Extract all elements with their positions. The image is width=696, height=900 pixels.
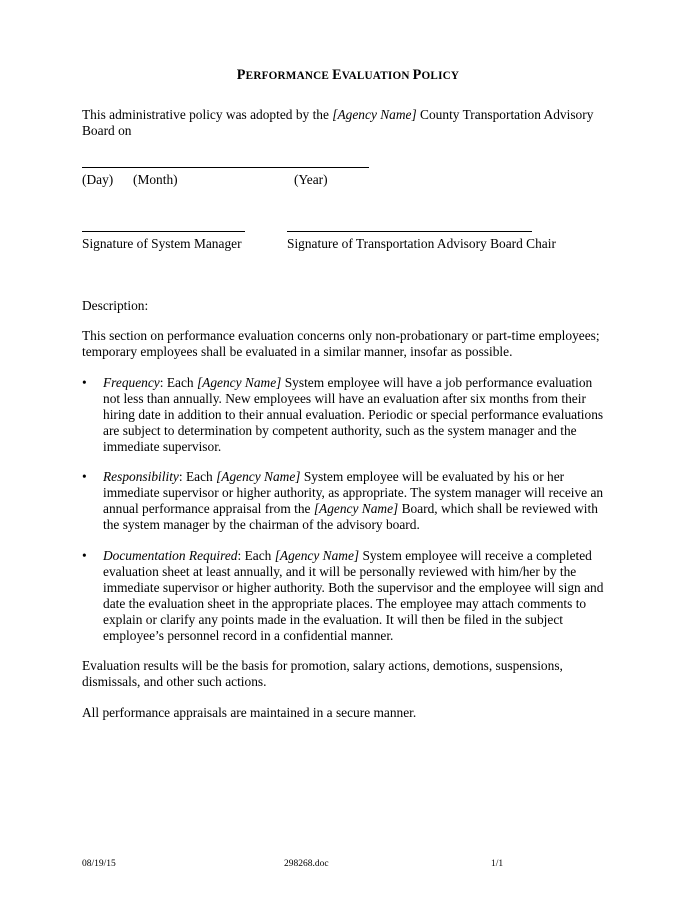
agency-placeholder: [Agency Name] bbox=[332, 107, 417, 122]
title-part: P bbox=[236, 67, 246, 83]
title-part: VALUATION bbox=[341, 70, 413, 82]
bullet-label: Documentation Required bbox=[103, 548, 238, 563]
title-part: E bbox=[332, 67, 342, 83]
bullet-dot: • bbox=[82, 548, 87, 563]
secure-paragraph: All performance appraisals are maintained in a secure manner. bbox=[82, 705, 417, 720]
bullet-text bbox=[103, 375, 610, 455]
date-signature-line bbox=[82, 167, 369, 168]
bullet-sep: : Each bbox=[178, 469, 217, 484]
results-paragraph: Evaluation results will be the basis for promotion, salary actions, demotions, suspensions, dismissals, and other such actions. bbox=[82, 658, 563, 689]
bullet-label: Responsibility bbox=[103, 469, 179, 484]
chair-signature-label: Signature of Transportation Advisory Board Chair bbox=[287, 236, 556, 251]
bullet-label: Frequency bbox=[103, 375, 160, 390]
bullet-body: System employee will receive a completed evaluation sheet at least annually, and it will be personally reviewed with him/her by the immediate supervisor or higher authority. Both the supervisor and the employee will sign and date the evaluation sheet in the appropriate places. The employee may attach comments to explain or clarify any points made in the evaluation. It will then be filed in the subject employee’s personnel record in a confidential manner. bbox=[103, 548, 604, 643]
bullet-dot: • bbox=[82, 469, 87, 484]
year-label: (Year) bbox=[294, 172, 328, 187]
footer-page-number: 1/1 bbox=[491, 859, 504, 869]
intro-before: This administrative policy was adopted by the bbox=[82, 107, 333, 122]
description-paragraph: This section on performance evaluation concerns only non-probationary or part-time employees; temporary employees shall be evaluated in a similar manner, insofar as possible. bbox=[82, 328, 600, 359]
manager-signature-label: Signature of System Manager bbox=[82, 236, 242, 251]
title-part: OLICY bbox=[421, 70, 460, 82]
manager-signature-line bbox=[82, 231, 245, 232]
intro-after: County Transportation Advisory Board on bbox=[82, 107, 594, 138]
title-part: P bbox=[412, 67, 422, 83]
bullet-body: System employee will be evaluated by his or her immediate supervisor or higher authority, as appropriate. The system manager will receive an annual performance appraisal from the bbox=[103, 469, 604, 516]
chair-signature-line bbox=[287, 231, 532, 232]
description-heading: Description: bbox=[82, 298, 149, 313]
bullet-text bbox=[103, 548, 610, 644]
bullet-dot: • bbox=[82, 375, 87, 390]
bullet-text bbox=[103, 469, 610, 533]
footer-date: 08/19/15 bbox=[82, 859, 116, 869]
agency-placeholder: [Agency Name] bbox=[196, 375, 282, 390]
bullet-sep: : Each bbox=[237, 548, 275, 563]
day-label: (Day) bbox=[82, 172, 114, 187]
title-part: ERFORMANCE bbox=[245, 70, 333, 82]
agency-placeholder: [Agency Name] bbox=[274, 548, 360, 563]
page-title bbox=[0, 67, 696, 84]
agency-placeholder: [Agency Name] bbox=[216, 469, 301, 484]
intro-paragraph bbox=[82, 107, 614, 139]
footer-filename: 298268.doc bbox=[284, 859, 329, 869]
month-label: (Month) bbox=[133, 172, 178, 187]
agency-placeholder: [Agency Name] bbox=[313, 501, 399, 516]
bullet-body: System employee will have a job performance evaluation not less than annually. New employees will have an evaluation after six months from their hiring date in addition to their annual evaluation. Periodic or special performance evaluations are subject to determination by competent authority, such as the system manager and the immediate supervisor. bbox=[103, 375, 604, 454]
bullet-sep: : Each bbox=[159, 375, 197, 390]
bullet-body-2: Board, which shall be reviewed with the system manager by the chairman of the advisory board. bbox=[103, 501, 598, 532]
